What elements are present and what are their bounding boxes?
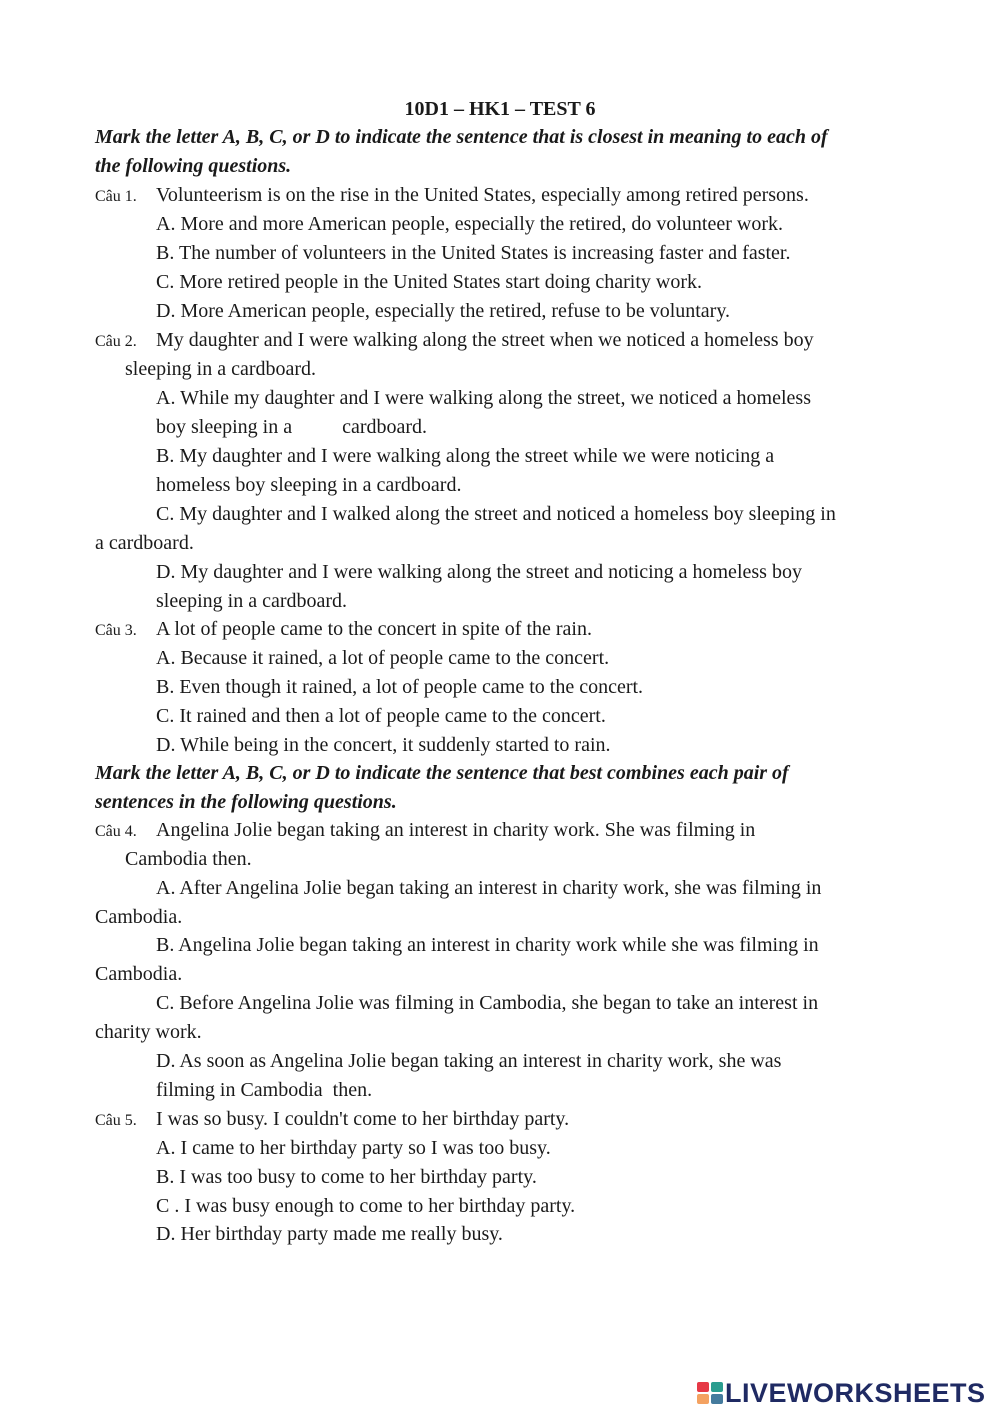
q2-option-c[interactable]: C. My daughter and I walked along the street and noticed a homeless boy sleeping in — [156, 503, 836, 525]
liveworksheets-logo[interactable] — [697, 1378, 986, 1408]
question-text: My daughter and I were walking along the street when we noticed a homeless boy — [156, 329, 814, 351]
q2-option-c-wrap[interactable]: a cardboard. — [95, 532, 194, 554]
q2-option-d[interactable] — [156, 558, 802, 616]
page-title: 10D1 – HK1 – TEST 6 — [404, 98, 596, 120]
option-line: sleeping in a cardboard. — [156, 590, 348, 612]
question-5 — [95, 1105, 569, 1135]
question-2 — [95, 326, 814, 356]
option-line: B. My daughter and I were walking along the street while we were noticing a — [156, 445, 775, 467]
question-number: Câu 3. — [95, 622, 137, 639]
q3-option-d[interactable]: D. While being in the concert, it suddenly started to rain. — [156, 734, 611, 756]
question-text: Angelina Jolie began taking an interest in charity work. She was filming in — [156, 819, 756, 841]
instruction-line: sentences in the following questions. — [95, 791, 397, 813]
q4-option-b[interactable]: B. Angelina Jolie began taking an interest in charity work while she was filming in — [156, 934, 819, 956]
logo-text: LIVEWORKSHEETS — [725, 1377, 986, 1408]
q1-option-d[interactable]: D. More American people, especially the retired, refuse to be voluntary. — [156, 300, 731, 322]
question-4 — [95, 816, 755, 846]
question-text: Cambodia then. — [125, 848, 252, 870]
q1-option-b[interactable]: B. The number of volunteers in the United States is increasing faster and faster. — [156, 242, 791, 264]
q4-option-b-wrap[interactable]: Cambodia. — [95, 963, 183, 985]
instruction-line: the following questions. — [95, 155, 292, 177]
instruction-line: Mark the letter A, B, C, or D to indicate the sentence that is closest in meaning to each of — [95, 126, 828, 148]
q2-option-a[interactable] — [156, 384, 811, 442]
q5-option-b[interactable]: B. I was too busy to come to her birthday party. — [156, 1166, 537, 1188]
question-number: Câu 1. — [95, 188, 137, 205]
question-text: I was so busy. I couldn't come to her birthday party. — [156, 1108, 570, 1130]
option-line: D. My daughter and I were walking along the street and noticing a homeless boy — [156, 561, 802, 583]
q4-option-c[interactable]: C. Before Angelina Jolie was filming in Cambodia, she began to take an interest in — [156, 992, 819, 1014]
section2-instruction — [95, 759, 915, 817]
q3-option-a[interactable]: A. Because it rained, a lot of people came to the concert. — [156, 647, 610, 669]
question-text: Volunteerism is on the rise in the United States, especially among retired persons. — [156, 184, 809, 206]
q4-option-c-wrap[interactable]: charity work. — [95, 1021, 202, 1043]
logo-grid-icon — [697, 1382, 723, 1404]
q5-option-a[interactable]: A. I came to her birthday party so I was too busy. — [156, 1137, 551, 1159]
option-line: A. While my daughter and I were walking along the street, we noticed a homeless — [156, 387, 811, 409]
question-number: Câu 5. — [95, 1112, 137, 1129]
q5-option-d[interactable]: D. Her birthday party made me really busy. — [156, 1223, 503, 1245]
question-2-cont — [95, 355, 316, 384]
q4-option-d[interactable] — [156, 1047, 781, 1105]
q3-option-b[interactable]: B. Even though it rained, a lot of people came to the concert. — [156, 676, 644, 698]
q1-option-c[interactable]: C. More retired people in the United States start doing charity work. — [156, 271, 702, 293]
question-number: Câu 2. — [95, 333, 137, 350]
q3-option-c[interactable]: C. It rained and then a lot of people came to the concert. — [156, 705, 606, 727]
question-text: A lot of people came to the concert in spite of the rain. — [156, 618, 592, 640]
question-4-cont — [95, 845, 252, 874]
q5-option-c[interactable]: C . I was busy enough to come to her birthday party. — [156, 1195, 576, 1217]
q2-option-b[interactable] — [156, 442, 774, 500]
question-text: sleeping in a cardboard. — [125, 358, 317, 380]
question-3 — [95, 615, 592, 645]
option-line: boy sleeping in a cardboard. — [156, 416, 428, 438]
question-1 — [95, 181, 809, 211]
q4-option-a[interactable]: A. After Angelina Jolie began taking an interest in charity work, she was filming in — [156, 877, 822, 899]
option-line: D. As soon as Angelina Jolie began taking an interest in charity work, she was — [156, 1050, 782, 1072]
instruction-line: Mark the letter A, B, C, or D to indicate the sentence that best combines each pair of — [95, 762, 789, 784]
option-line: homeless boy sleeping in a cardboard. — [156, 474, 462, 496]
question-number: Câu 4. — [95, 823, 137, 840]
option-line: filming in Cambodia then. — [156, 1079, 373, 1101]
section1-instruction — [95, 123, 915, 181]
q1-option-a[interactable]: A. More and more American people, especially the retired, do volunteer work. — [156, 213, 784, 235]
q4-option-a-wrap[interactable]: Cambodia. — [95, 906, 183, 928]
